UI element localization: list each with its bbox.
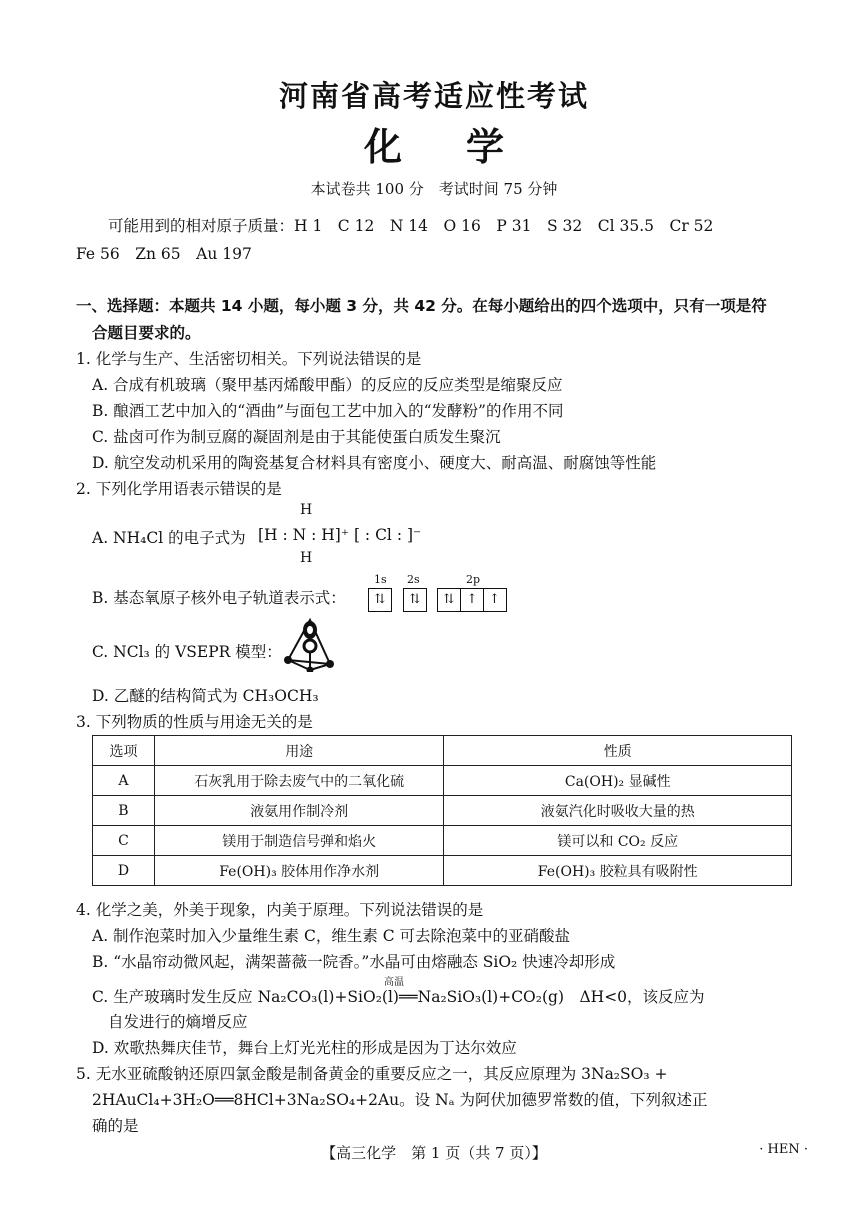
table-row	[93, 856, 792, 886]
q4-stem: 4. 化学之美，外美于现象，内美于原理。下列说法错误的是	[76, 901, 484, 919]
page-footer: 【高三化学 第 1 页（共 7 页）】	[321, 1144, 547, 1162]
orbital-label-2s: 2s	[407, 573, 420, 586]
table-header-row	[93, 736, 792, 766]
section-heading-line-1: 一、选择题：本题共 14 小题，每小题 3 分，共 42 分。在每小题给出的四个选项中，只有一项是符	[76, 297, 767, 315]
orbital-box-2s	[403, 588, 427, 612]
q1-option-d: D. 航空发动机采用的陶瓷基复合材料具有密度小、硬度大、耐高温、耐腐蚀等性能	[92, 454, 657, 472]
orbital-label-2p: 2p	[466, 573, 481, 586]
table-cell: B	[93, 796, 155, 826]
table-cell: Ca(OH)₂ 显碱性	[444, 766, 792, 796]
table-cell: C	[93, 826, 155, 856]
arrow-up-icon: ↑	[489, 592, 500, 607]
q2-a-top-h: H	[300, 502, 313, 518]
q2-a-bottom-h: H	[300, 550, 313, 566]
q5-stem-line-2: 2HAuCl₄+3H₂O══8HCl+3Na₂SO₄+2Au。设 Nₐ 为阿伏加德罗常数的值，下列叙述正	[92, 1091, 708, 1109]
q2-option-b-label: B. 基态氧原子核外电子轨道表示式：	[92, 589, 346, 607]
table-cell: Fe(OH)₃ 胶粒具有吸附性	[444, 856, 792, 886]
atomic-masses-line-1: 可能用到的相对原子质量：H 1 C 12 N 14 O 16 P 31 S 32 Cl 35.5 Cr 52	[108, 217, 714, 235]
table-cell: A	[93, 766, 155, 796]
q1-option-b: B. 酿酒工艺中加入的“酒曲”与面包工艺中加入的“发酵粉”的作用不同	[92, 402, 564, 420]
vsepr-model-image	[280, 616, 342, 672]
atomic-masses-line-2: Fe 56 Zn 65 Au 197	[76, 245, 252, 263]
q2-stem: 2. 下列化学用语表示错误的是	[76, 480, 282, 498]
table-row	[93, 826, 792, 856]
q5-stem-line-1: 5. 无水亚硫酸钠还原四氯金酸是制备黄金的重要反应之一，其反应原理为 3Na₂SO₃ +	[76, 1065, 668, 1083]
subject-char-1: 化	[363, 125, 402, 169]
table-cell: 镁用于制造信号弹和焰火	[154, 826, 444, 856]
orbital-box-1s	[368, 588, 392, 612]
exam-info: 本试卷共 100 分 考试时间 75 分钟	[310, 180, 558, 198]
q2-option-c-label: C. NCl₃ 的 VSEPR 模型：	[92, 643, 282, 661]
table-header-cell: 性质	[444, 736, 792, 766]
q1-option-a: A. 合成有机玻璃（聚甲基丙烯酸甲酯）的反应的反应类型是缩聚反应	[92, 376, 563, 394]
q1-stem: 1. 化学与生产、生活密切相关。下列说法错误的是	[76, 350, 422, 368]
q5-stem-line-3: 确的是	[92, 1117, 139, 1135]
table-header-cell: 用途	[154, 736, 444, 766]
q4-option-c-line-2: 自发进行的熵增反应	[108, 1013, 248, 1031]
exam-title: 河南省高考适应性考试	[278, 79, 589, 113]
arrow-pair-icon: ⇅	[438, 589, 461, 611]
q4-option-c-line-1: C. 生产玻璃时发生反应 Na₂CO₃(l)+SiO₂(l)══Na₂SiO₃(l)+CO₂(g) ΔH<0，该反应为	[92, 988, 705, 1006]
q2-option-a-label: A. NH₄Cl 的电子式为	[92, 529, 246, 547]
q4-option-b: B. “水晶帘动微风起，满架蔷薇一院香。”水晶可由熔融态 SiO₂ 快速冷却形成	[92, 953, 616, 971]
table-row	[93, 796, 792, 826]
subject-title	[0, 116, 868, 171]
q4-option-d: D. 欢歌热舞庆佳节，舞台上灯光光柱的形成是因为丁达尔效应	[92, 1039, 517, 1057]
table-cell: 镁可以和 CO₂ 反应	[444, 826, 792, 856]
arrow-pair-icon: ⇅	[409, 592, 421, 607]
properties-table	[92, 735, 792, 886]
table-row	[93, 766, 792, 796]
q1-option-c: C. 盐卤可作为制豆腐的凝固剂是由于其能使蛋白质发生聚沉	[92, 428, 501, 446]
table-header-cell: 选项	[93, 736, 155, 766]
table-cell: D	[93, 856, 155, 886]
arrow-pair-icon: ⇅	[374, 592, 386, 607]
table-cell: 液氨汽化时吸收大量的热	[444, 796, 792, 826]
subject-char-2: 学	[466, 125, 505, 169]
section-heading-line-2: 合题目要求的。	[92, 324, 201, 342]
paper-code: · HEN ·	[759, 1142, 808, 1157]
q2-option-d: D. 乙醚的结构简式为 CH₃OCH₃	[92, 687, 319, 705]
q2-option-a-formula: [H : N : H]⁺ [ : Cl : ]⁻	[258, 526, 422, 544]
orbital-label-1s: 1s	[374, 573, 387, 586]
q4-reaction-condition: 高温	[384, 977, 404, 988]
q4-option-a: A. 制作泡菜时加入少量维生素 C，维生素 C 可去除泡菜中的亚硝酸盐	[92, 927, 571, 945]
table-cell: 液氨用作制冷剂	[154, 796, 444, 826]
arrow-up-icon: ↑	[461, 589, 484, 611]
q3-stem: 3. 下列物质的性质与用途无关的是	[76, 713, 313, 731]
orbital-box-2p	[437, 588, 507, 612]
table-cell: Fe(OH)₃ 胶体用作净水剂	[154, 856, 444, 886]
table-cell: 石灰乳用于除去废气中的二氧化硫	[154, 766, 444, 796]
